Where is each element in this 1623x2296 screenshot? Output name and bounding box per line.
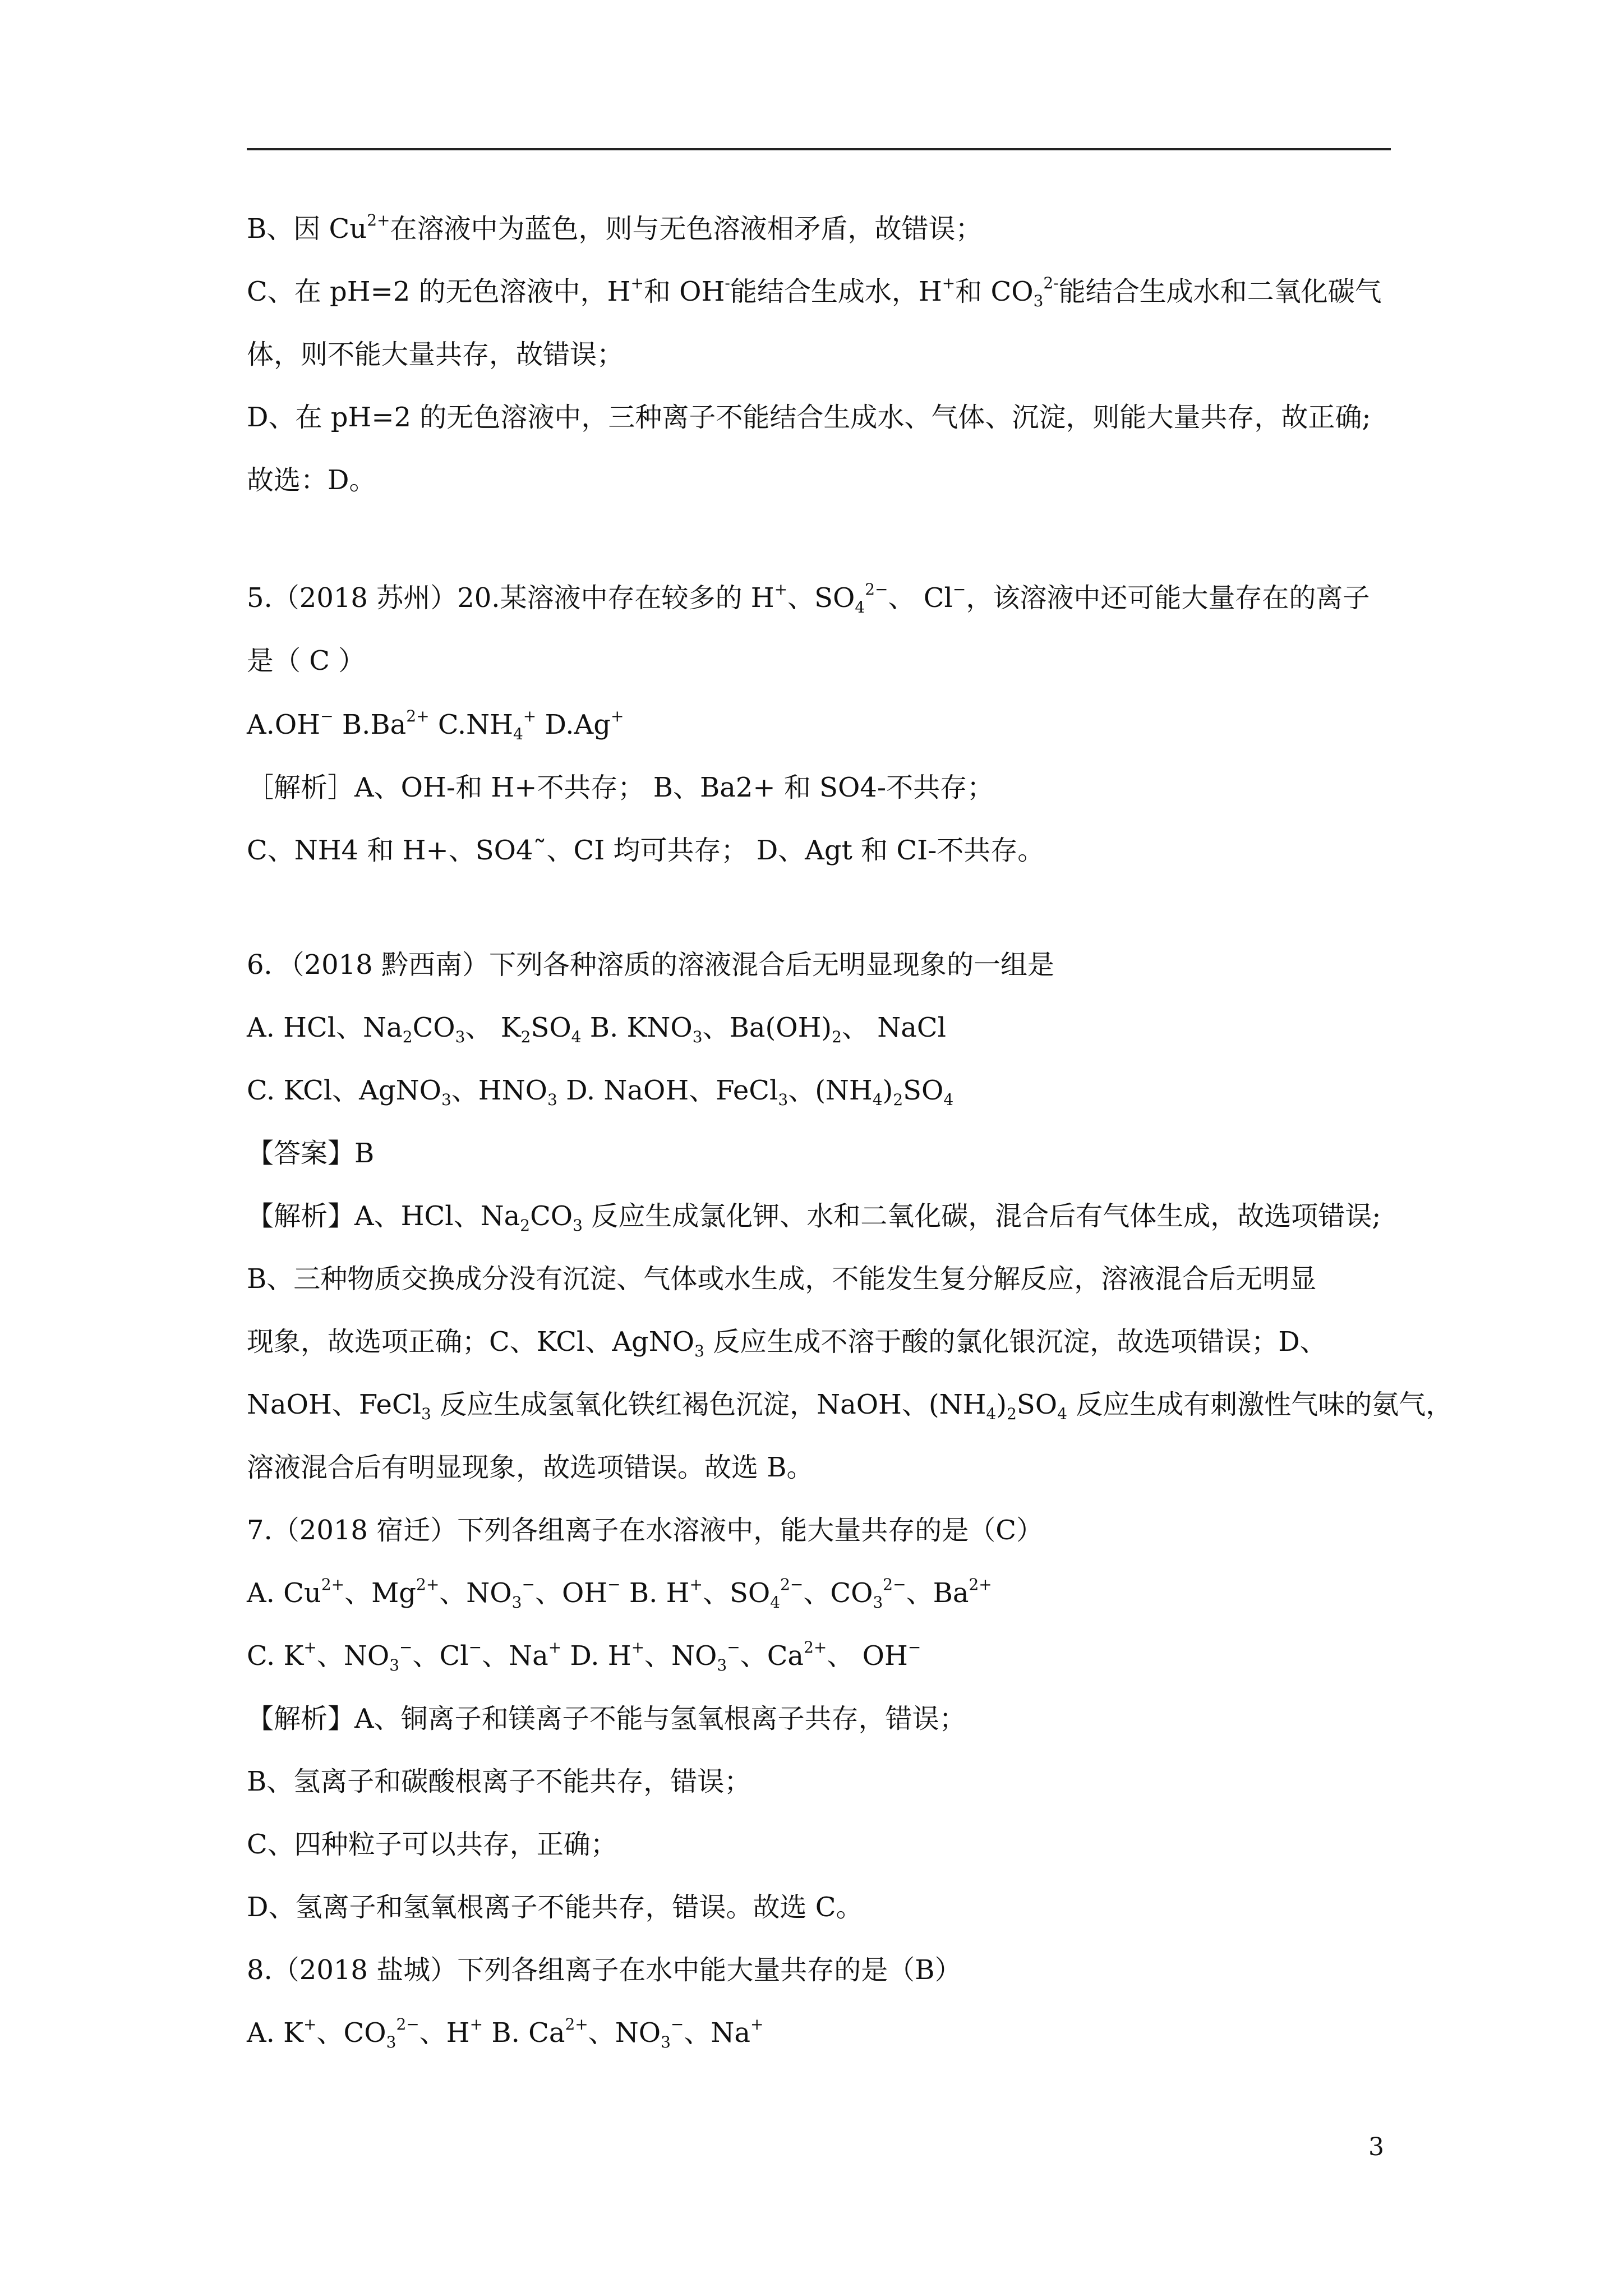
text-run: 和 OH [643, 276, 725, 307]
superscript: − [607, 1575, 621, 1594]
text-line [247, 1074, 953, 1107]
text-run: C、在 pH=2 的无色溶液中，H [247, 276, 631, 307]
text-line [247, 1137, 374, 1170]
subscript: 3 [455, 1028, 465, 1046]
text-line [247, 1765, 751, 1798]
text-run: 、Na [482, 1640, 548, 1672]
text-run: 【解析】A、HCl、Na [247, 1200, 520, 1232]
text-run: C、NH4 和 H+、SO4˜、CI 均可共存； D、Agt 和 CI-不共存。 [247, 835, 1045, 866]
text-line [247, 1639, 921, 1673]
subscript: 2 [402, 1028, 413, 1046]
subscript: 2 [520, 1028, 531, 1046]
text-line [247, 581, 1370, 615]
text-line [247, 1388, 1453, 1421]
text-run: 、(NH [788, 1075, 873, 1106]
superscript: + [303, 2015, 317, 2033]
text-line [247, 1576, 992, 1610]
text-run: 【解析】A、铜离子和镁离子不能与氢氧根离子共存，错误； [247, 1703, 966, 1734]
text-run: 反应生成有刺激性气味的氨气， [1067, 1389, 1453, 1420]
text-run: 8.（2018 盐城）下列各组离子在水中能大量共存的是（B） [247, 1954, 962, 1986]
text-run: 、SO [787, 582, 855, 614]
text-run: 、HNO [451, 1075, 547, 1106]
text-line [247, 212, 982, 246]
text-line [247, 1199, 1381, 1233]
subscript: 3 [778, 1091, 789, 1109]
text-run: 7.（2018 宿迁）下列各组离子在水溶液中，能大量共存的是（C） [247, 1515, 1043, 1546]
text-run: 、NO [316, 1640, 390, 1672]
text-run: C. K [247, 1640, 304, 1672]
text-run: 现象，故选项正确；C、KCl、AgNO [247, 1326, 695, 1358]
text-run: B. H [620, 1577, 690, 1609]
text-run: 、NO [439, 1577, 512, 1609]
text-run: 、Ba [906, 1577, 969, 1609]
superscript: 2- [1043, 274, 1059, 292]
text-run: B、氢离子和碳酸根离子不能共存，错误； [247, 1766, 751, 1797]
text-run: 能结合生成水，H [730, 276, 942, 307]
header-rule [247, 148, 1391, 150]
text-run: 5.（2018 苏州）20.某溶液中存在较多的 H [247, 582, 774, 614]
superscript: - [725, 274, 730, 292]
subscript: 3 [1033, 292, 1044, 310]
text-run: B、三种物质交换成分没有沉淀、气体或水生成，不能发生复分解反应，溶液混合后无明显 [247, 1263, 1317, 1295]
text-run: 、Cl [412, 1640, 469, 1672]
superscript: 2+ [804, 1638, 827, 1657]
text-run: B.Ba [333, 709, 407, 740]
text-run: CO [530, 1200, 573, 1232]
subscript: 3 [386, 2033, 396, 2051]
text-run: 溶液混合后有明显现象，故选项错误。故选 B。 [247, 1452, 814, 1483]
text-run: 【答案】B [247, 1138, 375, 1169]
text-run: 、OH [534, 1577, 608, 1609]
text-line [247, 771, 994, 804]
subscript: 3 [694, 1342, 704, 1360]
superscript: + [610, 707, 624, 725]
superscript: + [469, 2015, 483, 2033]
text-run: ，该溶液中还可能大量存在的离子 [966, 582, 1370, 614]
text-line [247, 338, 624, 371]
superscript: 2− [780, 1575, 804, 1594]
text-run: 反应生成氢氧化铁红褐色沉淀，NaOH、(NH [431, 1389, 986, 1420]
text-run: 故选：D。 [247, 464, 376, 496]
subscript: 3 [547, 1091, 557, 1109]
text-run: 在溶液中为蓝色，则与无色溶液相矛盾，故错误； [390, 213, 983, 245]
superscript: + [630, 274, 644, 292]
text-line [247, 1828, 617, 1861]
text-line [247, 1011, 946, 1045]
text-line [247, 948, 1054, 982]
text-run: 反应生成氯化钾、水和二氧化碳，混合后有气体生成，故选项错误; [582, 1200, 1381, 1232]
text-run: 、CO [803, 1577, 873, 1609]
text-line [247, 1451, 814, 1484]
superscript: 2+ [969, 1575, 992, 1594]
subscript: 4 [1057, 1405, 1067, 1423]
text-line [247, 1953, 962, 1987]
superscript: − [907, 1638, 921, 1657]
subscript: 3 [511, 1593, 522, 1612]
subscript: 4 [986, 1405, 997, 1423]
text-run: 、Ba(OH) [702, 1012, 832, 1043]
superscript: + [523, 707, 537, 725]
superscript: − [399, 1638, 413, 1657]
text-run: 、CO [316, 2017, 386, 2049]
superscript: − [727, 1638, 740, 1657]
text-line [247, 708, 624, 742]
subscript: 3 [389, 1656, 400, 1674]
text-run: 6．（2018 黔西南）下列各种溶质的溶液混合后无明显现象的一组是 [247, 949, 1054, 981]
text-line [247, 1325, 1327, 1359]
text-run: ) [996, 1389, 1007, 1420]
text-line [247, 1513, 1043, 1547]
text-run: C、四种粒子可以共存，正确； [247, 1829, 617, 1860]
text-run: D、氢离子和氢氧根离子不能共存，错误。故选 C。 [247, 1892, 863, 1923]
subscript: 3 [573, 1216, 583, 1235]
superscript: + [548, 1638, 562, 1657]
text-run: SO [1016, 1389, 1058, 1420]
text-line [247, 644, 365, 678]
text-run: ) [882, 1075, 893, 1106]
text-run: 、Na [684, 2017, 751, 2049]
subscript: 3 [421, 1405, 431, 1423]
superscript: − [522, 1575, 535, 1594]
superscript: + [774, 580, 788, 599]
subscript: 3 [441, 1091, 451, 1109]
text-run: 、Mg [344, 1577, 416, 1609]
text-run: 、NO [588, 2017, 661, 2049]
text-line [247, 2016, 763, 2050]
text-run: A. Cu [247, 1577, 321, 1609]
subscript: 3 [873, 1593, 883, 1612]
text-run: 能结合生成水和二氧化碳气 [1058, 276, 1382, 307]
superscript: 2+ [416, 1575, 440, 1594]
text-line [247, 401, 1371, 434]
text-run: D.Ag [536, 709, 611, 740]
text-run: 和 CO [955, 276, 1034, 307]
superscript: 2+ [406, 707, 430, 725]
superscript: 2− [865, 580, 888, 599]
text-run: A. HCl、Na [247, 1012, 403, 1043]
text-run: SO [531, 1012, 571, 1043]
superscript: − [468, 1638, 482, 1657]
text-line [247, 1262, 1316, 1296]
superscript: + [689, 1575, 703, 1594]
text-line [247, 1890, 863, 1924]
text-line [247, 1702, 966, 1736]
subscript: 3 [661, 2033, 671, 2051]
subscript: 3 [717, 1656, 727, 1674]
text-run: 体，则不能大量共存，故错误； [247, 339, 624, 370]
subscript: 3 [692, 1028, 703, 1046]
superscript: + [750, 2015, 764, 2033]
subscript: 2 [520, 1216, 531, 1235]
text-run: 、 K [465, 1012, 521, 1043]
page-number: 3 [1368, 2133, 1384, 2161]
subscript: 4 [855, 598, 865, 616]
text-line [247, 275, 1382, 309]
superscript: − [320, 707, 334, 725]
superscript: 2+ [565, 2015, 588, 2033]
subscript: 2 [893, 1091, 903, 1109]
text-line [247, 463, 376, 497]
superscript: 2− [883, 1575, 906, 1594]
text-run: SO [903, 1075, 944, 1106]
text-run: B、因 Cu [247, 213, 367, 245]
superscript: 2+ [367, 211, 390, 229]
text-run: D. NaOH、FeCl [557, 1075, 778, 1106]
subscript: 4 [513, 725, 523, 743]
subscript: 2 [832, 1028, 842, 1046]
text-line [247, 834, 1044, 867]
text-run: NaOH、FeCl [247, 1389, 421, 1420]
superscript: 2+ [321, 1575, 345, 1594]
text-run: B. Ca [483, 2017, 565, 2049]
superscript: + [303, 1638, 317, 1657]
text-run: 反应生成不溶于酸的氯化银沉淀，故选项错误；D、 [704, 1326, 1327, 1358]
superscript: + [942, 274, 956, 292]
subscript: 4 [571, 1028, 582, 1046]
superscript: − [952, 580, 966, 599]
text-run: B. KNO [581, 1012, 693, 1043]
text-run: A.OH [247, 709, 321, 740]
superscript: − [670, 2015, 684, 2033]
subscript: 4 [872, 1091, 883, 1109]
subscript: 2 [1007, 1405, 1017, 1423]
text-run: D. H [561, 1640, 631, 1672]
text-run: 、 NaCl [841, 1012, 946, 1043]
subscript: 4 [943, 1091, 954, 1109]
text-run: 、 OH [827, 1640, 908, 1672]
text-run: C.NH [429, 709, 513, 740]
text-run: 、Ca [740, 1640, 804, 1672]
text-run: 是（ C ） [247, 645, 366, 677]
text-run: C. KCl、AgNO [247, 1075, 441, 1106]
subscript: 4 [770, 1593, 781, 1612]
superscript: 2− [396, 2015, 419, 2033]
text-run: 、H [419, 2017, 470, 2049]
text-run: D、在 pH=2 的无色溶液中，三种离子不能结合生成水、气体、沉淀，则能大量共存，故正确; [247, 402, 1371, 433]
text-run: ［解析］A、OH-和 H+不共存； B、Ba2+ 和 SO4-不共存； [247, 772, 994, 803]
superscript: + [631, 1638, 645, 1657]
text-run: 、 Cl [888, 582, 953, 614]
text-run: CO [412, 1012, 455, 1043]
text-run: 、NO [644, 1640, 717, 1672]
text-run: A. K [247, 2017, 304, 2049]
text-run: 、SO [703, 1577, 771, 1609]
